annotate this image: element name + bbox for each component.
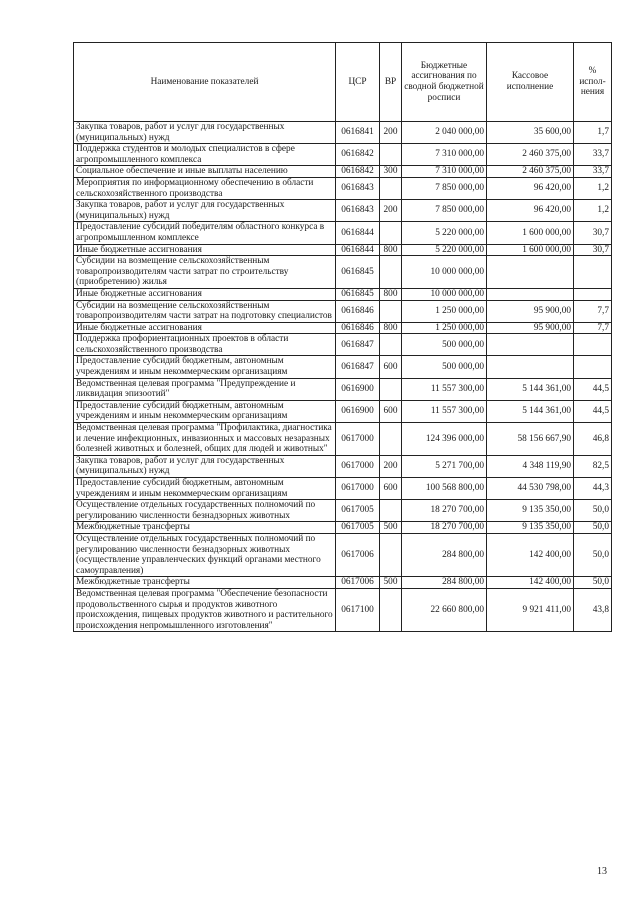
row-cash [487,256,574,289]
row-pct: 30,7 [574,222,612,244]
table-row [74,222,612,244]
row-vr: 600 [380,478,402,500]
row-budget: 5 220 000,00 [402,222,487,244]
row-vr [380,256,402,289]
row-cash: 95 900,00 [487,300,574,322]
row-cash: 4 348 119,90 [487,455,574,477]
row-csr: 0617006 [336,533,380,576]
table-header-row [74,43,612,122]
table-row [74,322,612,334]
row-pct [574,288,612,300]
row-csr: 0616842 [336,144,380,166]
row-pct: 30,7 [574,244,612,256]
row-csr: 0617000 [336,423,380,456]
row-budget: 10 000 000,00 [402,256,487,289]
row-vr: 200 [380,200,402,222]
header-budget: Бюджетные ассигнования по сводной бюджетной росписи [402,43,487,122]
row-cash: 2 460 375,00 [487,166,574,178]
row-name: Социальное обеспечение и иные выплаты населению [74,166,336,178]
row-csr: 0617005 [336,500,380,522]
row-vr [380,500,402,522]
table-row [74,522,612,534]
row-vr [380,588,402,631]
row-name: Ведомственная целевая программа "Профилактика, диагностика и лечение инфекционных, инвазионных и массовых незаразных болезней животных и болезней, общих для людей и животных" [74,423,336,456]
row-budget: 7 850 000,00 [402,200,487,222]
row-pct [574,256,612,289]
row-name: Межбюджетные трансферты [74,522,336,534]
row-name: Предоставление субсидий бюджетным, автономным учреждениям и иным некоммерческим организациям [74,478,336,500]
row-budget: 5 271 700,00 [402,455,487,477]
row-budget: 1 250 000,00 [402,300,487,322]
row-csr: 0616844 [336,244,380,256]
row-vr [380,378,402,400]
row-vr [380,222,402,244]
row-vr: 200 [380,122,402,144]
table-row [74,400,612,422]
row-vr: 800 [380,322,402,334]
row-cash: 44 530 798,00 [487,478,574,500]
row-pct: 44,3 [574,478,612,500]
row-name: Предоставление субсидий бюджетным, автономным учреждениям и иным некоммерческим организациям [74,400,336,422]
row-budget: 1 250 000,00 [402,322,487,334]
row-pct: 1,2 [574,200,612,222]
table-row [74,455,612,477]
row-pct: 33,7 [574,166,612,178]
table-row [74,478,612,500]
row-name: Закупка товаров, работ и услуг для государственных (муниципальных) нужд [74,455,336,477]
row-name: Иные бюджетные ассигнования [74,322,336,334]
row-cash: 1 600 000,00 [487,244,574,256]
row-vr [380,423,402,456]
row-pct: 44,5 [574,400,612,422]
row-cash: 58 156 667,90 [487,423,574,456]
header-vr: ВР [380,43,402,122]
row-budget: 7 310 000,00 [402,144,487,166]
row-csr: 0617006 [336,577,380,589]
row-budget: 5 220 000,00 [402,244,487,256]
row-vr [380,144,402,166]
row-pct [574,356,612,378]
row-csr: 0616844 [336,222,380,244]
row-budget: 124 396 000,00 [402,423,487,456]
budget-execution-table [73,42,612,632]
row-cash: 9 135 350,00 [487,522,574,534]
row-cash: 35 600,00 [487,122,574,144]
row-pct: 50,0 [574,522,612,534]
row-pct: 1,2 [574,177,612,199]
table-row [74,356,612,378]
row-csr: 0616846 [336,322,380,334]
row-vr: 600 [380,400,402,422]
row-vr: 800 [380,244,402,256]
row-vr: 800 [380,288,402,300]
table-row [74,200,612,222]
row-pct: 33,7 [574,144,612,166]
row-budget: 284 800,00 [402,577,487,589]
row-budget: 7 310 000,00 [402,166,487,178]
row-csr: 0617100 [336,588,380,631]
row-pct: 44,5 [574,378,612,400]
row-csr: 0616843 [336,200,380,222]
row-cash: 5 144 361,00 [487,400,574,422]
row-name: Осуществление отдельных государственных полномочий по регулированию численности безнадзорных животных (осуществление управленческих функций органами местного самоуправления) [74,533,336,576]
row-pct [574,334,612,356]
row-name: Межбюджетные трансферты [74,577,336,589]
header-csr: ЦСР [336,43,380,122]
row-cash: 96 420,00 [487,177,574,199]
row-cash: 5 144 361,00 [487,378,574,400]
row-budget: 500 000,00 [402,334,487,356]
header-cash: Кассовое исполнение [487,43,574,122]
row-name: Субсидии на возмещение сельскохозяйственным товаропроизводителям части затрат на подготовку специалистов [74,300,336,322]
row-cash: 1 600 000,00 [487,222,574,244]
table-row [74,256,612,289]
row-budget: 11 557 300,00 [402,400,487,422]
page-number: 13 [597,866,607,877]
row-csr: 0616842 [336,166,380,178]
row-budget: 11 557 300,00 [402,378,487,400]
row-vr [380,334,402,356]
row-pct: 50,0 [574,500,612,522]
row-pct: 7,7 [574,322,612,334]
table-row [74,300,612,322]
row-budget: 18 270 700,00 [402,522,487,534]
row-name: Предоставление субсидий бюджетным, автономным учреждениям и иным некоммерческим организациям [74,356,336,378]
row-name: Иные бюджетные ассигнования [74,288,336,300]
row-cash: 142 400,00 [487,533,574,576]
row-name: Субсидии на возмещение сельскохозяйственным товаропроизводителям части затрат по строительству (приобретению) жилья [74,256,336,289]
row-budget: 18 270 700,00 [402,500,487,522]
table-row [74,577,612,589]
row-cash: 9 135 350,00 [487,500,574,522]
table-row [74,177,612,199]
row-name: Закупка товаров, работ и услуг для государственных (муниципальных) нужд [74,122,336,144]
row-name: Ведомственная целевая программа "Предупреждение и ликвидация эпизоотий" [74,378,336,400]
table-row [74,122,612,144]
row-name: Закупка товаров, работ и услуг для государственных (муниципальных) нужд [74,200,336,222]
row-csr: 0617005 [336,522,380,534]
row-vr: 600 [380,356,402,378]
table-row [74,334,612,356]
header-name: Наименование показателей [74,43,336,122]
row-csr: 0617000 [336,478,380,500]
row-vr: 300 [380,166,402,178]
row-budget: 7 850 000,00 [402,177,487,199]
row-vr: 500 [380,577,402,589]
row-name: Иные бюджетные ассигнования [74,244,336,256]
row-pct: 7,7 [574,300,612,322]
row-name: Осуществление отдельных государственных полномочий по регулированию численности безнадзорных животных [74,500,336,522]
row-budget: 500 000,00 [402,356,487,378]
row-csr: 0616847 [336,356,380,378]
row-vr [380,533,402,576]
row-budget: 284 800,00 [402,533,487,576]
row-name: Поддержка студентов и молодых специалистов в сфере агропромышленного комплекса [74,144,336,166]
table-row [74,244,612,256]
row-budget: 100 568 800,00 [402,478,487,500]
row-pct: 43,8 [574,588,612,631]
row-name: Ведомственная целевая программа "Обеспечение безопасности продовольственного сырья и продуктов животного происхождения, пищевых продуктов животного и растительного происхождения непромышленного изготовления" [74,588,336,631]
row-cash: 2 460 375,00 [487,144,574,166]
row-pct: 46,8 [574,423,612,456]
row-cash: 142 400,00 [487,577,574,589]
table-row [74,166,612,178]
row-pct: 1,7 [574,122,612,144]
table-row [74,533,612,576]
row-name: Предоставление субсидий победителям областного конкурса в агропромышленном комплексе [74,222,336,244]
row-csr: 0616845 [336,256,380,289]
table-row [74,378,612,400]
row-budget: 22 660 800,00 [402,588,487,631]
table-row [74,423,612,456]
table-row [74,144,612,166]
row-vr: 200 [380,455,402,477]
row-csr: 0616900 [336,378,380,400]
row-budget: 2 040 000,00 [402,122,487,144]
row-cash [487,334,574,356]
row-csr: 0616847 [336,334,380,356]
row-csr: 0616843 [336,177,380,199]
row-name: Мероприятия по информационному обеспечению в области сельскохозяйственного производства [74,177,336,199]
row-csr: 0616845 [336,288,380,300]
row-budget: 10 000 000,00 [402,288,487,300]
row-cash: 95 900,00 [487,322,574,334]
row-cash [487,288,574,300]
row-csr: 0616900 [336,400,380,422]
header-pct: % испол- нения [574,43,612,122]
row-pct: 82,5 [574,455,612,477]
row-pct: 50,0 [574,533,612,576]
row-csr: 0617000 [336,455,380,477]
row-vr [380,300,402,322]
table-row [74,588,612,631]
row-name: Поддержка профориентационных проектов в области сельскохозяйственного производства [74,334,336,356]
row-cash: 9 921 411,00 [487,588,574,631]
row-vr [380,177,402,199]
table-row [74,288,612,300]
row-pct: 50,0 [574,577,612,589]
row-vr: 500 [380,522,402,534]
row-cash: 96 420,00 [487,200,574,222]
row-cash [487,356,574,378]
row-csr: 0616841 [336,122,380,144]
table-row [74,500,612,522]
row-csr: 0616846 [336,300,380,322]
